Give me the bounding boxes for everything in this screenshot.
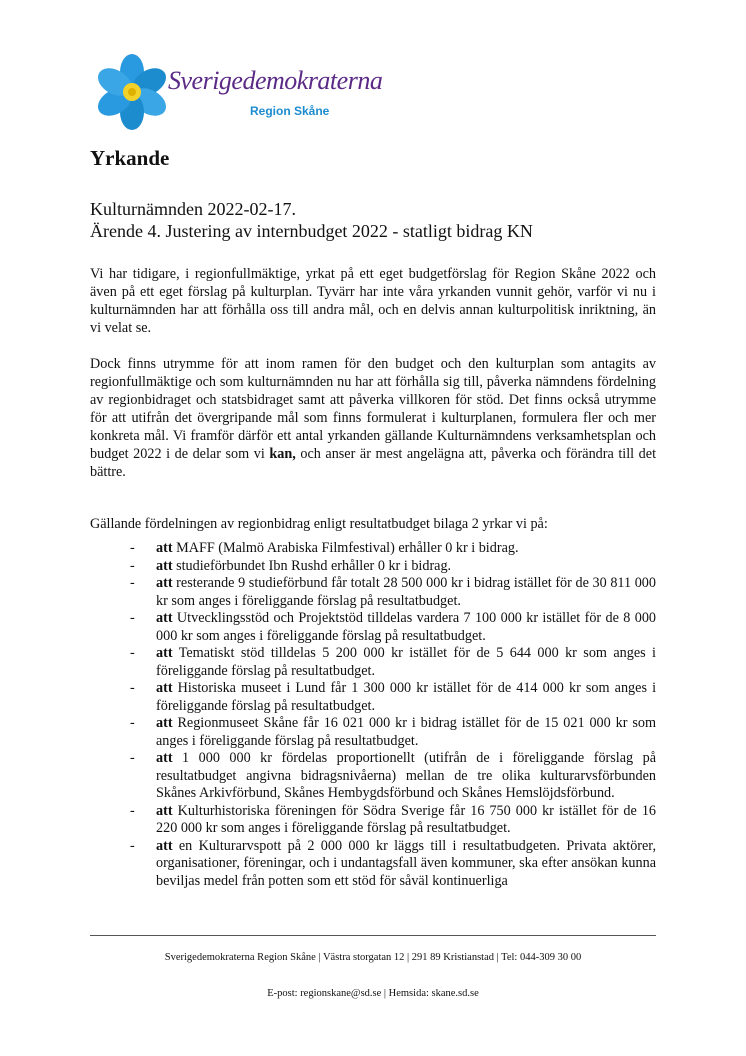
list-item [90,715,656,750]
list-dash: - [130,802,135,819]
att-keyword: att [156,610,173,626]
att-keyword: att [156,575,173,591]
list-item-text: Utvecklingsstöd och Projektstöd tilldelas vardera 7 100 000 kr istället för de 8 000 000 kr som anges i föreliggande förslag på resultatbudget. [156,610,657,644]
list-item [90,680,656,715]
logo-wordmark: Sverigedemokraterna [168,66,383,95]
list-item-text: studieförbundet Ibn Rushd erhåller 0 kr i bidrag. [176,557,452,574]
list-item [90,645,656,680]
list-item [90,838,656,891]
meeting-date: Kulturnämnden 2022-02-17. [90,199,296,219]
proposal-list [90,540,656,890]
list-item [90,803,656,838]
att-keyword: att [156,837,173,854]
list-item [90,750,656,803]
att-keyword: att [156,645,173,661]
scope-text-end: och anser är mest angelägna att, påverka och förändra till det bättre. [90,446,657,480]
list-item [90,540,656,558]
list-dash: - [130,540,135,556]
page-title: Yrkande [90,146,170,170]
att-keyword: att [156,750,173,766]
list-dash: - [130,645,135,661]
list-dash: - [130,610,135,626]
list-dash: - [130,837,135,854]
list-item-text: Tematiskt stöd tilldelas 5 200 000 kr istället för de 5 644 000 kr som anges i föreliggande förslag på resultatbudget. [156,645,657,679]
list-item-text: en Kulturarvspott på 2 000 000 kr läggs till i resultatbudgeten. Privata aktörer, organisationer, föreningar, och i undantagsfall även kommuner, ska efter ansökan kunna beviljas medel från potten som ett stöd för såväl kontinuerliga [156,837,657,889]
footer-address: Sverigedemokraterna Region Skåne | Västra storgatan 12 | 291 89 Kristianstad | Tel: 044-309 30 00 [164,952,582,963]
intro-paragraph: Vi har tidigare, i regionfullmäktige, yrkat på ett eget budgetförslag för Region Skåne 2022 och även på ett eget förslag på kulturplan. Tyvärr har inte våra yrkanden vunnit gehör, varför vi nu i kulturnämnden har att förhålla oss till andra mål, och en delvis annan kulturpolitisk inriktning, än vi velat se. [90,266,656,336]
att-keyword: att [156,680,173,696]
list-item [90,575,656,610]
list-intro: Gällande fördelningen av regionbidrag enligt resultatbudget bilaga 2 yrkar vi på: [90,516,548,532]
party-logo [92,50,382,130]
footer-divider [90,935,656,936]
list-item [90,610,656,645]
list-dash: - [130,715,135,731]
list-item-text: Regionmuseet Skåne får 16 021 000 kr i bidrag istället för de 15 021 000 kr som anges i föreliggande förslag på resultatbudget. [156,715,656,749]
list-dash: - [130,750,135,766]
list-item-text: MAFF (Malmö Arabiska Filmfestival) erhåller 0 kr i bidrag. [176,540,519,556]
scope-paragraph [90,355,656,481]
scope-text-start: Dock finns utrymme för att inom ramen för den budget och den kulturplan som antagits av regionfullmäktige och som kulturnämnden nu har att förhålla sig till, påverka nämndens fördelning av regionbidraget och statsbidraget samt att påverka villkoren för stöd. Det finns också utrymme för att utifrån det övergripande mål som finns formulerat i kulturplanen, formulera fler och mer konkreta mål. Vi framför därför ett antal yrkanden gällande Kulturnämndens verksamhetsplan och budget 2022 i de delar som vi [90,356,656,462]
blue-anemone-icon [92,50,172,130]
list-dash: - [130,575,135,591]
list-dash: - [130,557,135,574]
scope-emphasis: kan, [269,446,296,462]
att-keyword: att [156,540,173,556]
list-item-text: 1 000 000 kr fördelas proportionellt (utifrån de i föreliggande förslag på resultatbudget angivna bidragsnivåerna) mellan de tre olika kulturarvsförbunden Skånes Arkivförbund, Skånes Hembygdsförbund och Skånes Hemslöjdsförbund. [156,750,657,801]
att-keyword: att [156,557,173,574]
meeting-info [90,198,533,242]
list-item-text: Kulturhistoriska föreningen för Södra Sverige får 16 750 000 kr istället för de 16 220 000 kr som anges i föreliggande förslag på resultatbudget. [156,802,657,836]
footer-contact: E-post: regionskane@sd.se | Hemsida: skane.sd.se [267,988,479,999]
list-item [90,558,656,576]
list-item-text: Historiska museet i Lund får 1 300 000 kr istället för de 414 000 kr som anges i föreliggande förslag på resultatbudget. [156,680,657,714]
list-dash: - [130,680,135,696]
logo-region: Region Skåne [250,104,330,118]
list-item-text: resterande 9 studieförbund får totalt 28 500 000 kr i bidrag istället för de 30 811 000 kr som anges i föreliggande förslag på resultatbudget. [156,575,656,609]
att-keyword: att [156,802,173,819]
att-keyword: att [156,715,173,731]
agenda-item: Ärende 4. Justering av internbudget 2022 - statligt bidrag KN [90,221,533,241]
